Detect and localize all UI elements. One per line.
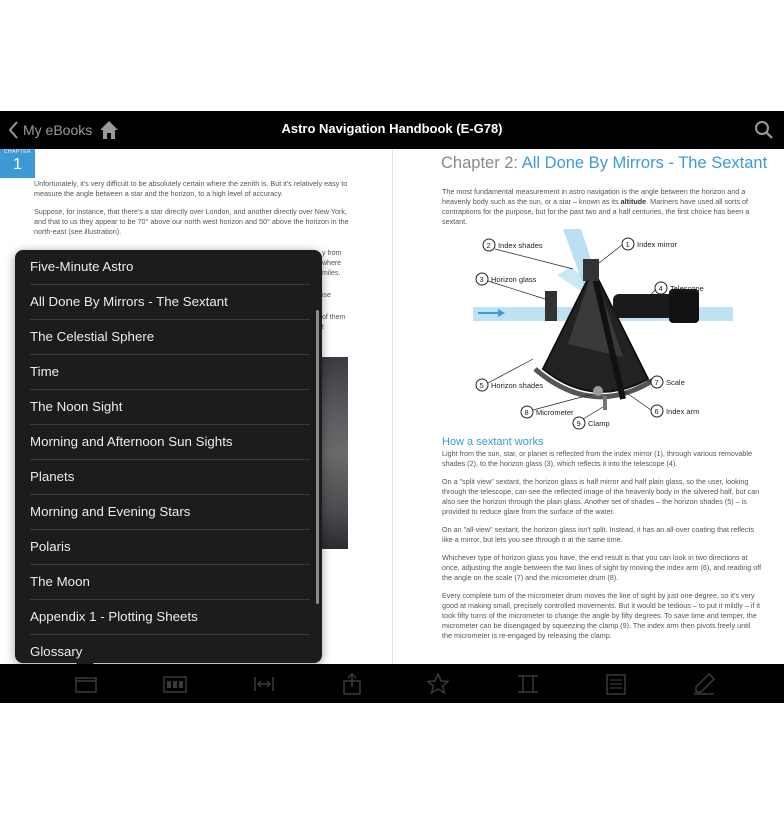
clamp-part xyxy=(603,396,607,410)
callout-label: Clamp xyxy=(588,419,610,428)
callout-number: 9 xyxy=(576,418,581,428)
back-label: My eBooks xyxy=(23,122,93,138)
left-page-occluded-fragments xyxy=(322,249,345,333)
callout-number: 1 xyxy=(625,239,630,249)
callout-number: 3 xyxy=(479,274,484,284)
callout-label: Micrometer xyxy=(536,408,574,417)
paragraph: Unfortunately, it's very difficult to be absolutely certain where the zenith is. But it's relatively easy to measure the angle between a star and the horizon, to a high level of accuracy. xyxy=(34,179,348,198)
intro-bold-term: altitude xyxy=(620,197,647,206)
toc-item-polaris[interactable]: Polaris xyxy=(30,530,310,565)
text-fragment: t xyxy=(322,324,324,331)
columns-icon[interactable] xyxy=(516,672,540,696)
section-heading: How a sextant works xyxy=(442,436,544,448)
callout-label: Index mirror xyxy=(637,240,678,249)
home-icon[interactable] xyxy=(98,119,120,141)
toc-item-morning-afternoon-sun-sights[interactable]: Morning and Afternoon Sun Sights xyxy=(30,425,310,460)
telescope-eyepiece xyxy=(669,289,699,323)
callout-label: Index shades xyxy=(498,241,543,250)
bookmark-star-icon[interactable] xyxy=(426,672,450,696)
index-mirror-part xyxy=(583,259,599,281)
paragraph: Suppose, for instance, that there's a star directly over London, and another directly over New York, and that to us they appear to be 70° above our north west horizon and 50° above the horizon in the north-east (see illustration). xyxy=(34,207,349,236)
bottom-toolbar xyxy=(0,664,784,703)
thumbnails-icon[interactable] xyxy=(163,672,187,696)
chapter-prefix: Chapter 2: xyxy=(441,154,522,172)
paragraph: On an "all-view" sextant, the horizon glass isn't split. Instead, it has an all-over coating that reflects like a mirror, but lets you see through it at the same time. xyxy=(442,525,755,544)
toc-item-time[interactable]: Time xyxy=(30,355,310,390)
chapter-title: All Done By Mirrors - The Sextant xyxy=(521,154,768,172)
book-title: Astro Navigation Handbook (E-G78) xyxy=(281,121,503,136)
left-page-text xyxy=(34,179,350,245)
ebook-reader-app xyxy=(0,111,784,703)
telescope xyxy=(613,294,675,318)
text-fragment: ise xyxy=(322,292,331,299)
callout-number: 4 xyxy=(658,283,663,293)
chapter-heading xyxy=(441,154,767,173)
fit-width-icon[interactable] xyxy=(252,672,276,696)
moon-photo xyxy=(318,357,348,549)
toc-item-five-minute-astro[interactable]: Five-Minute Astro xyxy=(30,250,310,285)
toc-item-noon-sight[interactable]: The Noon Sight xyxy=(30,390,310,425)
text-fragment: y from xyxy=(322,250,342,257)
text-fragment: of them xyxy=(322,314,346,321)
notes-icon[interactable] xyxy=(604,672,628,696)
paragraph: Every complete turn of the micrometer drum moves the line of sight by just one degree, so it's very good at making small, precisely controlled movements. But it would be tedious – to put it mildly – if it took fifty turns of the micrometer to change the angle by fifty degrees. To save time and temper, the micrometer can be disengaged by squeezing the clamp (9). The index arm then pivots freely until the micrometer is re-engaged by releasing the clamp. xyxy=(442,591,760,640)
toc-item-all-done-by-mirrors[interactable]: All Done By Mirrors - The Sextant xyxy=(30,285,310,320)
chapter-number: 1 xyxy=(13,156,22,173)
sextant-diagram xyxy=(473,229,733,439)
toc-icon[interactable] xyxy=(74,672,98,696)
intro-text: . Mariners have used all sorts of contraptions for the purpose, but for the past two and a half centuries, the first choice has been a sextant. xyxy=(442,197,750,226)
toc-item-glossary[interactable]: Glossary xyxy=(30,644,83,659)
paragraph: Whichever type of horizon glass you have, the end result is that you can look in two directions at once, adjusting the angle between the two lines of sight by moving the index arm (6), and reading off the angle on the scale (7) and the micrometer drum (8). xyxy=(442,553,762,582)
toc-item-celestial-sphere[interactable]: The Celestial Sphere xyxy=(30,320,310,355)
horizon-glass-part xyxy=(545,291,557,321)
micrometer-drum xyxy=(593,386,603,396)
right-page xyxy=(392,149,784,664)
callout-number: 8 xyxy=(524,407,529,417)
toc-item-planets[interactable]: Planets xyxy=(30,460,310,495)
chevron-left-icon xyxy=(8,121,19,139)
chapter-badge xyxy=(0,149,35,178)
paragraph: On a "split view" sextant, the horizon glass is half mirror and half plain glass, so the user, looking through the telescope, can see the reflected image of the heavenly body in the silvered half, but can also see the horizon through the plain glass. Another set of shades – the horizon shades (5) – is provided to reduce glare from the surface of the water. xyxy=(442,477,760,516)
callout-label: Index arm xyxy=(666,407,700,416)
search-icon[interactable] xyxy=(754,120,774,140)
callout-number: 6 xyxy=(654,406,659,416)
back-to-my-ebooks-button[interactable] xyxy=(8,119,92,141)
toc-item-the-moon[interactable]: The Moon xyxy=(30,565,310,600)
callout-number: 7 xyxy=(654,377,659,387)
annotate-pencil-icon[interactable] xyxy=(692,672,716,696)
toc-item-morning-evening-stars[interactable]: Morning and Evening Stars xyxy=(30,495,310,530)
table-of-contents-popover xyxy=(15,250,322,663)
section-body xyxy=(442,449,762,649)
callout-label: Horizon shades xyxy=(491,381,544,390)
intro-text: The most fundamental measurement in astro navigation is the angle between the horizon and a heavenly body such as the sun, or a star – known as its xyxy=(442,187,746,206)
paragraph: Light from the sun, star, or planet is reflected from the index mirror (1), through various removable shades (2), to the horizon glass (3), which reflects it into the telescope (4). xyxy=(442,449,752,468)
text-fragment: miles. xyxy=(322,270,341,277)
toc-scrollbar[interactable] xyxy=(316,310,319,604)
share-icon[interactable] xyxy=(340,672,364,696)
callout-label: Telescope xyxy=(670,284,704,293)
callout-label: Scale xyxy=(666,378,685,387)
intro-paragraph xyxy=(442,187,762,227)
toc-item-appendix-1[interactable]: Appendix 1 - Plotting Sheets xyxy=(30,600,310,635)
callout-number: 5 xyxy=(479,380,484,390)
callout-number: 2 xyxy=(486,240,491,250)
text-fragment: where xyxy=(322,260,342,267)
callout-label: Horizon glass xyxy=(491,275,537,284)
top-navigation-bar xyxy=(0,111,784,149)
chapter-badge-label: CHAPTER xyxy=(3,149,32,155)
